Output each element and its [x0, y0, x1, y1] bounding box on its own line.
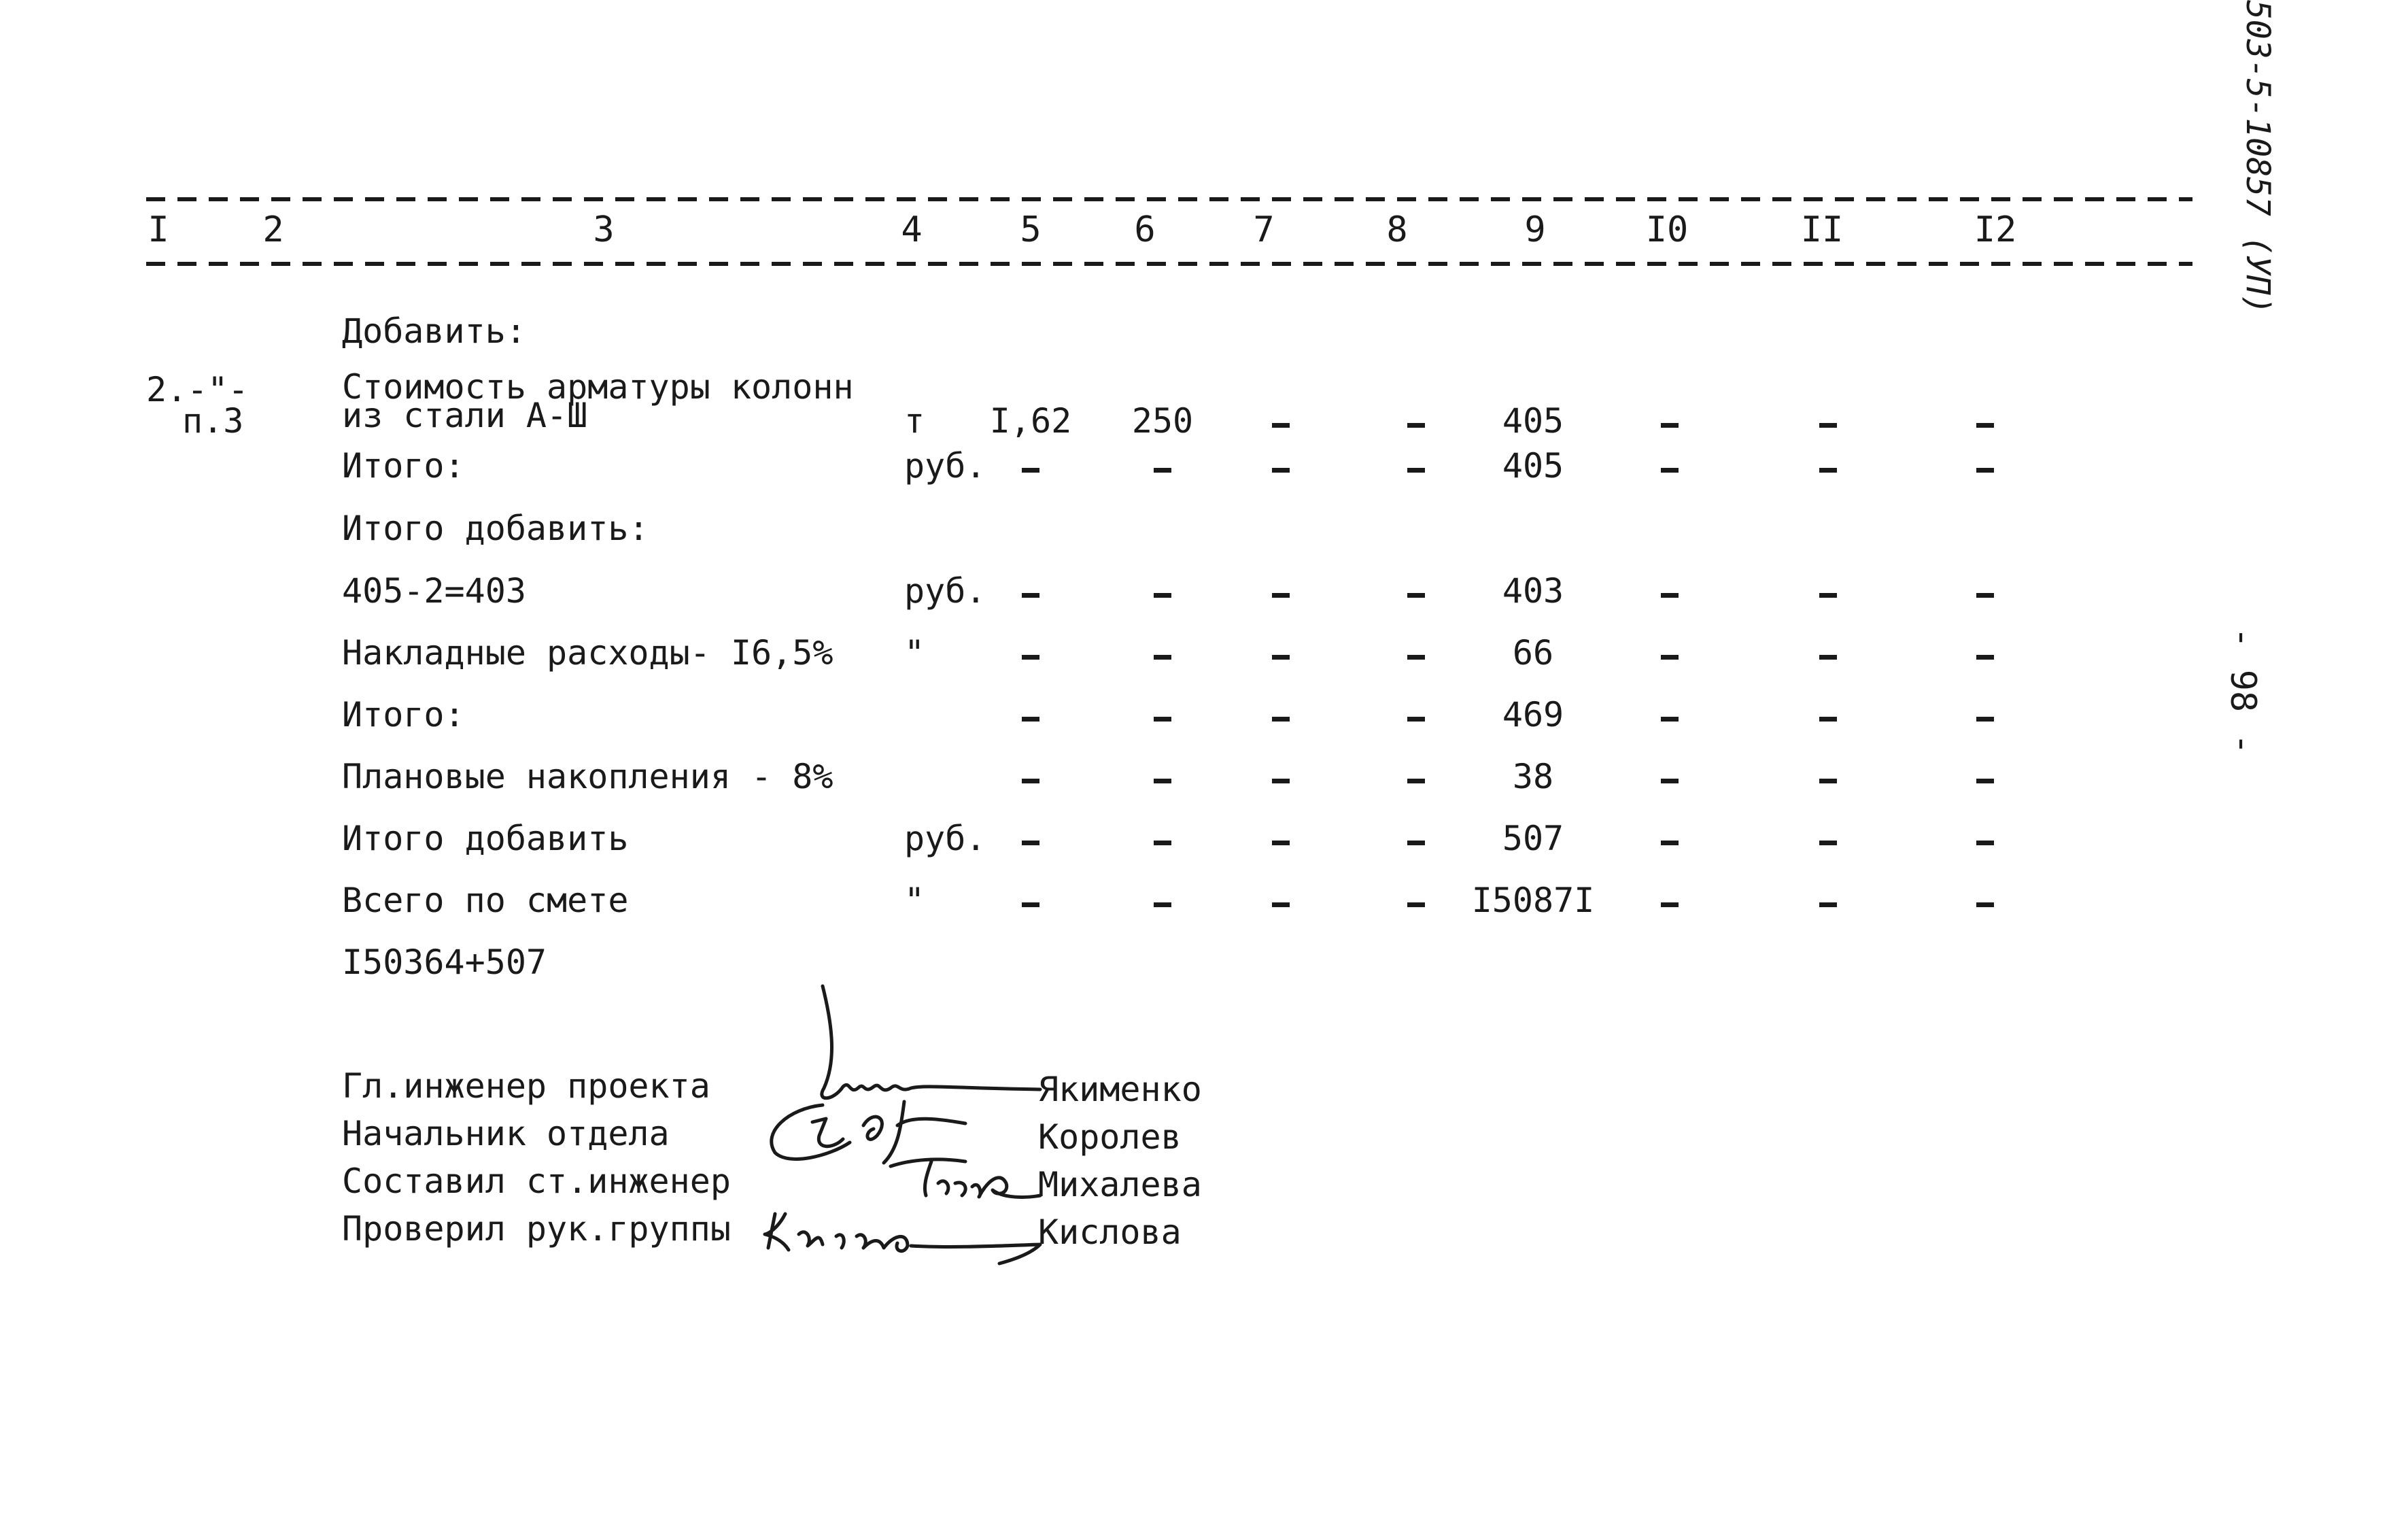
empty-cell-dash: [1661, 902, 1679, 907]
col-header-5: 5: [1020, 209, 1042, 250]
signature-stroke: [765, 1214, 1040, 1264]
empty-cell-dash: [1976, 717, 1994, 722]
empty-cell-dash: [1272, 779, 1290, 783]
empty-cell-dash: [1976, 593, 1994, 598]
empty-cell-dash: [1661, 841, 1679, 845]
empty-cell-dash: [1407, 593, 1425, 598]
page-number: - 98 -: [2222, 627, 2263, 755]
empty-cell-dash: [1154, 655, 1171, 660]
empty-cell-dash: [1661, 717, 1679, 722]
empty-cell-dash: [1154, 717, 1171, 722]
item-description-cont: из стали А-Ш: [342, 396, 588, 435]
empty-cell-dash: [1976, 655, 1994, 660]
signatory-name: Королев: [1038, 1117, 1182, 1157]
signature-stroke: [891, 1159, 1040, 1198]
empty-cell-dash: [1407, 779, 1425, 783]
empty-cell-dash: [1022, 593, 1039, 598]
signatory-role: Составил ст.инженер: [342, 1162, 731, 1201]
empty-cell-dash: [1976, 841, 1994, 845]
unit-cell: руб.: [904, 819, 986, 858]
section-heading: Добавить:: [342, 311, 526, 351]
signatory-role: Гл.инженер проекта: [342, 1066, 710, 1106]
empty-cell-dash: [1272, 593, 1290, 598]
empty-cell-dash: [1407, 423, 1425, 428]
col-header-8: 8: [1386, 209, 1408, 250]
item-reference: 2.-"-: [146, 370, 249, 409]
empty-cell-dash: [1407, 468, 1425, 473]
value-cell: I,62: [989, 401, 1072, 441]
signatory-name: Михалева: [1038, 1165, 1202, 1204]
signatory-name: Якименко: [1038, 1070, 1202, 1109]
empty-cell-dash: [1272, 717, 1290, 722]
handwritten-signatures: [748, 979, 1061, 1265]
empty-cell-dash: [1661, 423, 1679, 428]
empty-cell-dash: [1272, 655, 1290, 660]
item-description: Итого добавить:: [342, 509, 649, 548]
col-header-4: 4: [901, 209, 923, 250]
header-top-rule: [146, 197, 2192, 201]
empty-cell-dash: [1154, 902, 1171, 907]
empty-cell-dash: [1976, 423, 1994, 428]
empty-cell-dash: [1976, 902, 1994, 907]
empty-cell-dash: [1022, 779, 1039, 783]
empty-cell-dash: [1272, 423, 1290, 428]
col-header-6: 6: [1134, 209, 1156, 250]
empty-cell-dash: [1272, 902, 1290, 907]
unit-cell: ": [904, 633, 925, 673]
empty-cell-dash: [1407, 655, 1425, 660]
empty-cell-dash: [1819, 468, 1837, 473]
empty-cell-dash: [1976, 779, 1994, 783]
value-cell: 250: [1131, 401, 1194, 441]
cost-value: 38: [1512, 757, 1554, 796]
item-description: Итого:: [342, 446, 465, 486]
item-description: Плановые накопления - 8%: [342, 757, 833, 796]
col-header-2: 2: [262, 209, 284, 250]
item-description: Итого:: [342, 695, 465, 734]
unit-cell: ": [904, 881, 925, 920]
col-header-11: II: [1800, 209, 1844, 250]
empty-cell-dash: [1661, 655, 1679, 660]
unit-cell: руб.: [904, 446, 986, 486]
empty-cell-dash: [1022, 841, 1039, 845]
col-header-10: I0: [1645, 209, 1689, 250]
empty-cell-dash: [1976, 468, 1994, 473]
empty-cell-dash: [1819, 655, 1837, 660]
cost-value: I5087I: [1471, 881, 1595, 920]
empty-cell-dash: [1022, 717, 1039, 722]
empty-cell-dash: [1022, 902, 1039, 907]
item-description: 405-2=403: [342, 571, 526, 611]
empty-cell-dash: [1819, 902, 1837, 907]
cost-value: 405: [1502, 401, 1564, 441]
unit-cell: т: [904, 401, 925, 441]
signature-stroke: [772, 1102, 965, 1163]
empty-cell-dash: [1154, 779, 1171, 783]
empty-cell-dash: [1661, 593, 1679, 598]
cost-value: 469: [1502, 695, 1564, 734]
item-description: Стоимость арматуры колонн: [342, 367, 854, 407]
signature-stroke: [822, 986, 1040, 1098]
cost-value: 405: [1502, 446, 1564, 486]
empty-cell-dash: [1407, 717, 1425, 722]
col-header-12: I2: [1974, 209, 2017, 250]
empty-cell-dash: [1272, 468, 1290, 473]
empty-cell-dash: [1407, 902, 1425, 907]
empty-cell-dash: [1407, 841, 1425, 845]
margin-code: 503-5-10857 (УП): [2239, 0, 2277, 315]
col-header-9: 9: [1524, 209, 1546, 250]
cost-value: 403: [1502, 571, 1564, 611]
empty-cell-dash: [1819, 593, 1837, 598]
item-description: Всего по смете: [342, 881, 629, 920]
empty-cell-dash: [1154, 841, 1171, 845]
col-header-1: I: [148, 209, 169, 250]
empty-cell-dash: [1819, 841, 1837, 845]
cost-value: 66: [1512, 633, 1554, 673]
signatory-role: Проверил рук.группы: [342, 1209, 731, 1249]
empty-cell-dash: [1022, 468, 1039, 473]
item-reference-sub: п.3: [182, 401, 244, 441]
empty-cell-dash: [1272, 841, 1290, 845]
empty-cell-dash: [1819, 717, 1837, 722]
empty-cell-dash: [1154, 468, 1171, 473]
item-description: I50364+507: [342, 943, 547, 982]
cost-value: 507: [1502, 819, 1564, 858]
empty-cell-dash: [1154, 593, 1171, 598]
header-bottom-rule: [146, 262, 2192, 266]
signatory-name: Кислова: [1038, 1213, 1182, 1252]
item-description: Накладные расходы- I6,5%: [342, 633, 833, 673]
empty-cell-dash: [1661, 468, 1679, 473]
empty-cell-dash: [1819, 779, 1837, 783]
item-description: Итого добавить: [342, 819, 629, 858]
empty-cell-dash: [1661, 779, 1679, 783]
col-header-3: 3: [593, 209, 615, 250]
empty-cell-dash: [1819, 423, 1837, 428]
empty-cell-dash: [1022, 655, 1039, 660]
col-header-7: 7: [1253, 209, 1275, 250]
unit-cell: руб.: [904, 571, 986, 611]
signatory-role: Начальник отдела: [342, 1114, 670, 1153]
